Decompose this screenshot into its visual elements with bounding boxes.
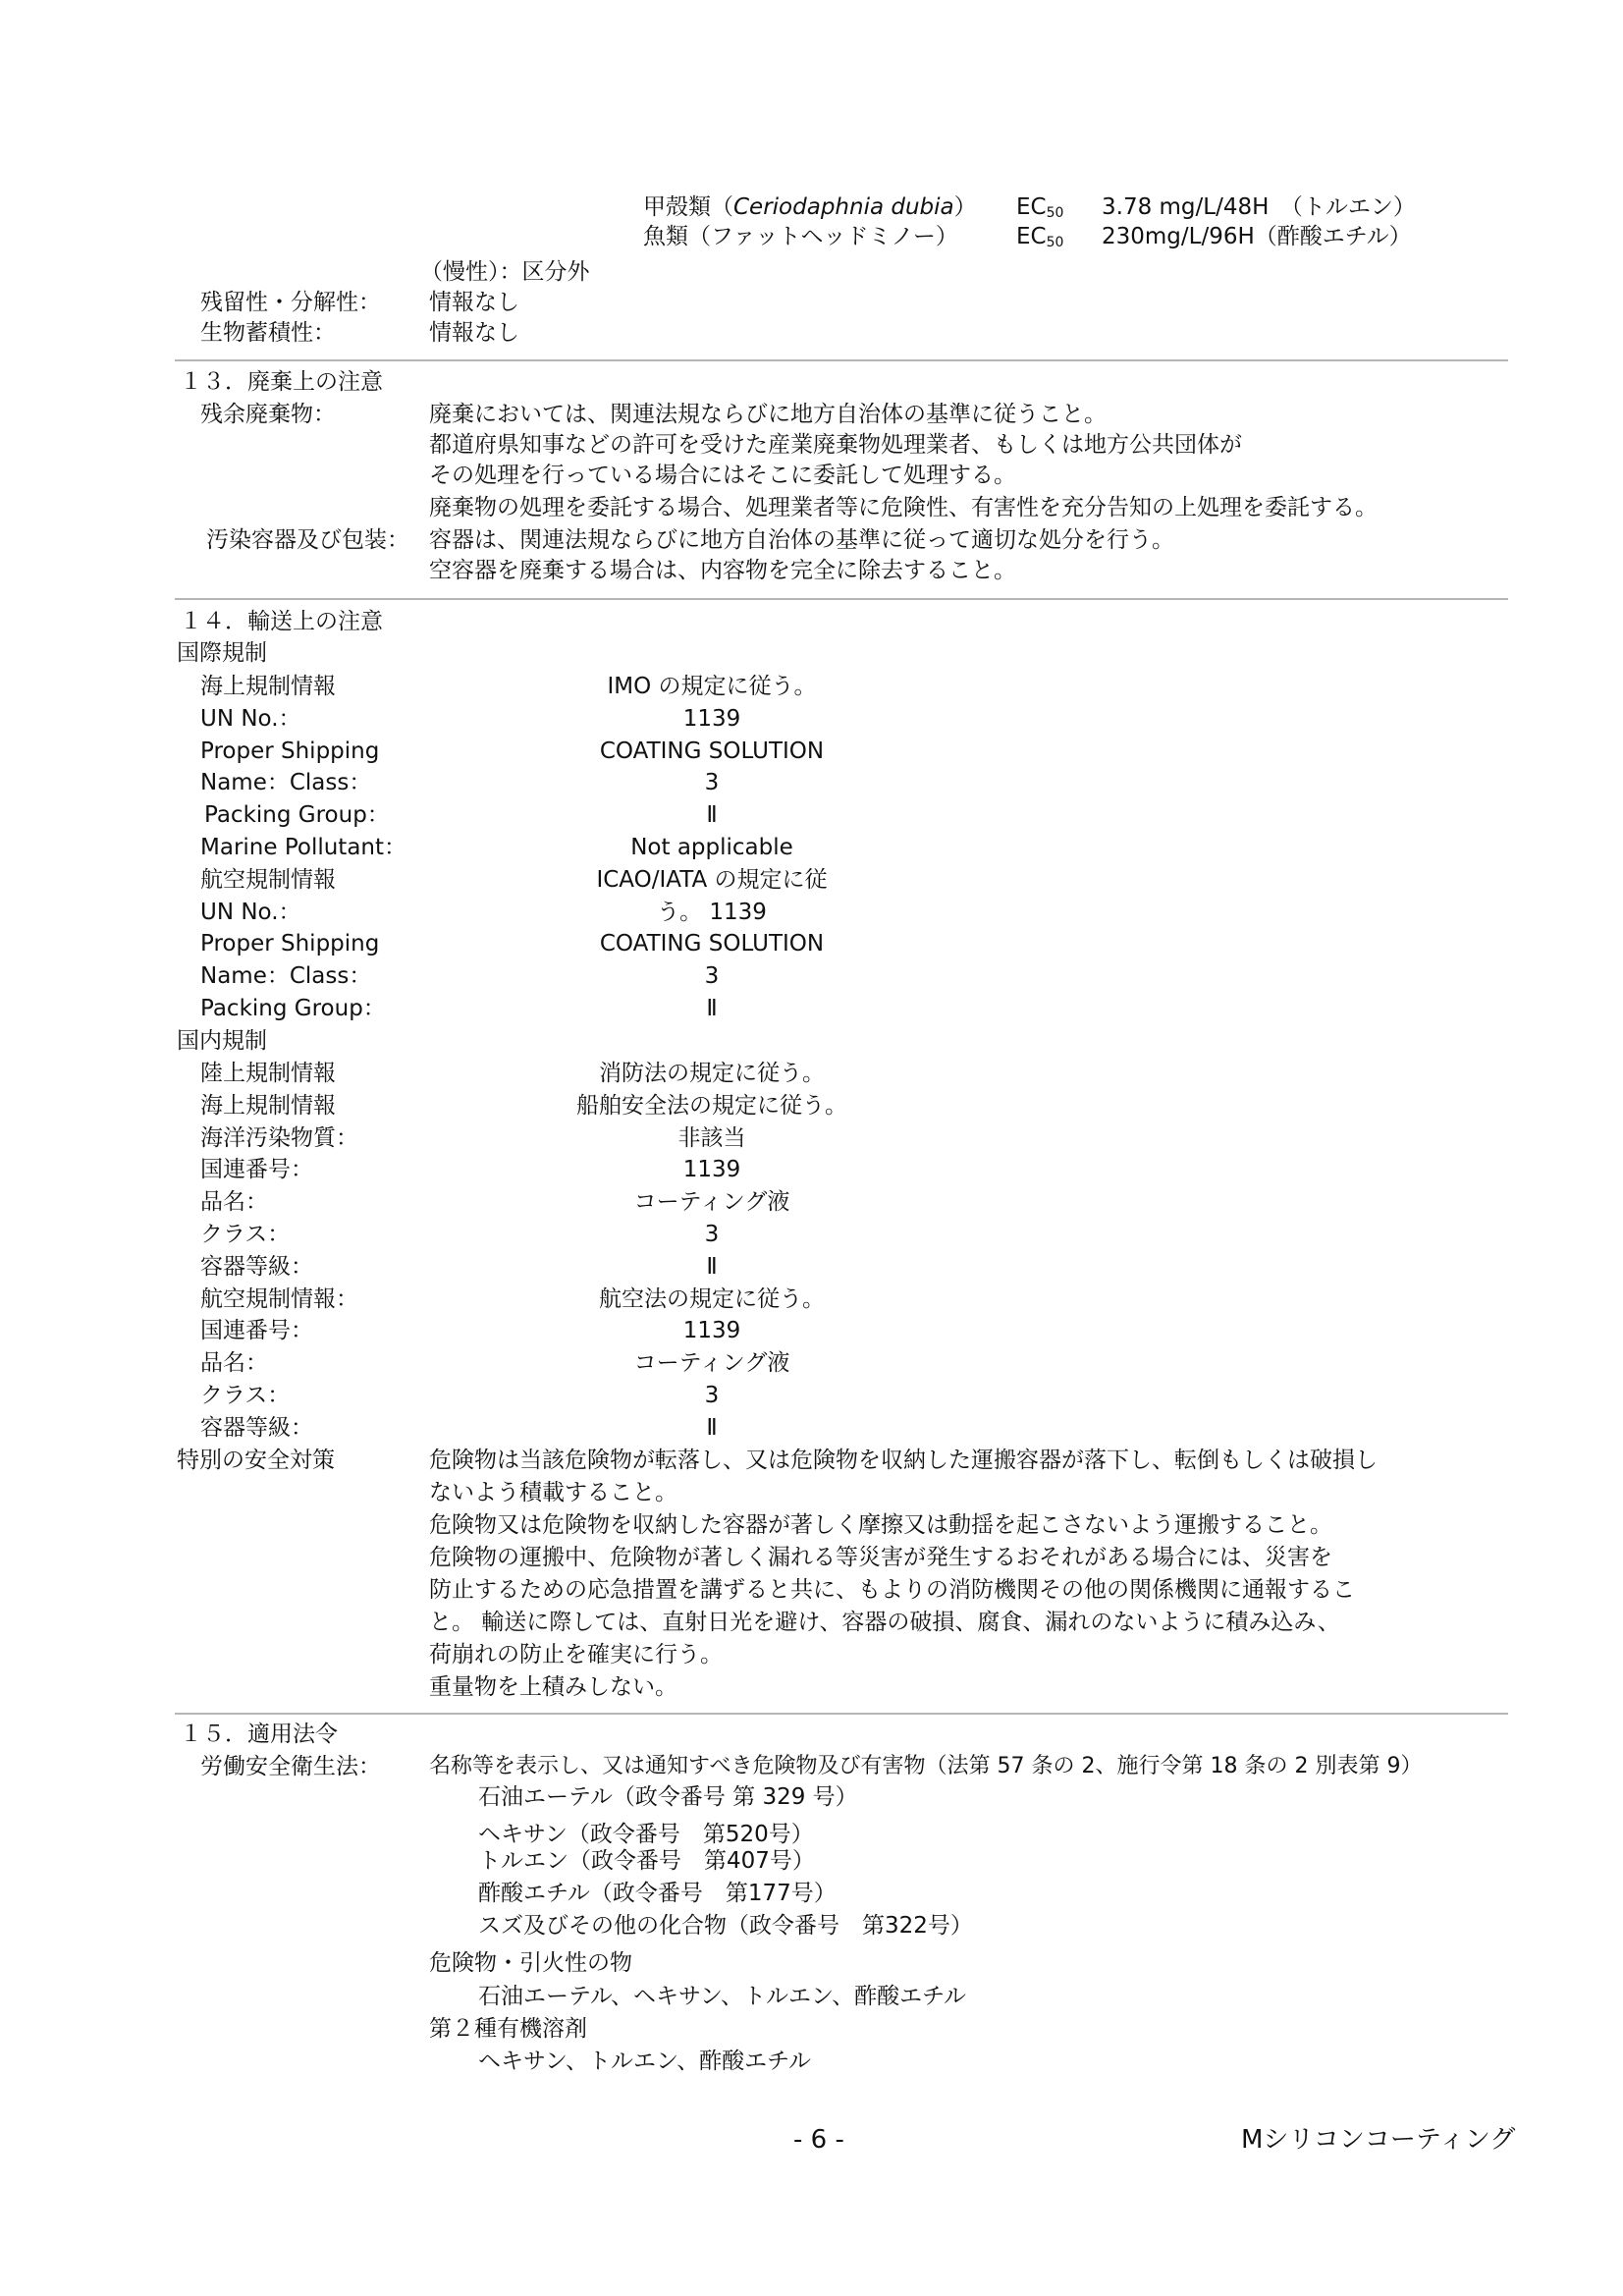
row-value: 非該当 [677, 1125, 746, 1151]
ishl-main: 名称等を表示し、又は通知すべき危険物及び有害物（法第 57 条の 2、施行令第 18 条の 2 別表第 9） [429, 1754, 1423, 1778]
row-value: コーティング液 [633, 1189, 790, 1215]
ecotox-value: 230mg/L/96H（酢酸エチル） [1102, 224, 1412, 249]
residual-line: 廃棄においては、関連法規ならびに地方自治体の基準に従うこと。 [429, 402, 1107, 427]
solvent-items: ヘキサン、トルエン、酢酸エチル [478, 2049, 812, 2074]
row-value: Ⅱ [706, 1415, 718, 1441]
row-value: 航空法の規定に従う。 [599, 1286, 825, 1312]
bioaccum-label: 生物蓄積性： [200, 320, 336, 346]
ishl-label: 労働安全衛生法： [200, 1754, 381, 1779]
row-value: 1139 [682, 1157, 741, 1182]
row-value: ICAO/IATA の規定に従 [596, 867, 828, 893]
persistence-label: 残留性・分解性： [200, 290, 381, 315]
special-line: ないよう積載すること。 [429, 1480, 677, 1505]
subheading-intl: 国際規制 [177, 640, 267, 666]
ec50-label: $EC_{50}$ [1016, 224, 1064, 250]
subheading-domestic: 国内規制 [177, 1028, 267, 1054]
row-label: UN No.： [200, 900, 301, 925]
ecotox-label: 甲殻類（ [643, 194, 733, 220]
container-line: 容器は、関連法規ならびに地方自治体の基準に従って適切な処分を行う。 [429, 527, 1174, 553]
special-line: 危険物の運搬中、危険物が著しく漏れる等災害が発生するおそれがある場合には、災害を [429, 1545, 1332, 1570]
row-label: Marine Pollutant： [200, 835, 407, 860]
container-label: 汚染容器及び包装： [206, 527, 409, 553]
special-line: 荷崩れの防止を確実に行う。 [429, 1642, 723, 1667]
ishl-item: 酢酸エチル（政令番号 第177号） [478, 1881, 837, 1906]
row-label: Packing Group： [200, 996, 386, 1021]
section-heading: １４．輸送上の注意 [180, 609, 383, 634]
row-label: Packing Group： [204, 802, 390, 828]
section-divider [175, 1713, 1508, 1715]
species-name: Ceriodaphnia dubia [733, 194, 954, 220]
ecotox-label-close: ） [953, 194, 977, 220]
row-value: う。 1139 [657, 900, 767, 925]
ishl-item: スズ及びその他の化合物（政令番号 第322号） [478, 1913, 973, 1939]
row-value: 1139 [682, 706, 741, 732]
row-label: Proper Shipping [200, 738, 380, 764]
row-value: 消防法の規定に従う。 [599, 1061, 825, 1086]
row-label: 海上規制情報 [200, 674, 336, 699]
row-value: Ⅱ [706, 996, 718, 1021]
row-label: 容器等級： [200, 1415, 313, 1441]
chronic-text: （慢性）：区分外 [420, 259, 590, 285]
special-line: 危険物又は危険物を収納した容器が著しく摩擦又は動揺を起こさないよう運搬すること。 [429, 1512, 1332, 1538]
row-label: 陸上規制情報 [200, 1061, 336, 1086]
special-line: 危険物は当該危険物が転落し、又は危険物を収納した運搬容器が落下し、転倒もしくは破損し [429, 1448, 1378, 1473]
bioaccum-value: 情報なし [429, 320, 519, 346]
row-label: 品名： [200, 1189, 268, 1215]
section-divider [175, 359, 1508, 361]
ishl-item: ヘキサン（政令番号 第520号） [478, 1822, 814, 1847]
section-heading: １３．廃棄上の注意 [180, 369, 383, 395]
row-value: 3 [704, 1222, 720, 1247]
row-label: Name：Class： [200, 963, 372, 989]
ecotox-row-fish: 魚類（ファットヘッドミノー） [643, 224, 958, 249]
special-line: 重量物を上積みしない。 [429, 1674, 677, 1700]
row-label: 容器等級： [200, 1254, 313, 1280]
section-heading: １５．適用法令 [180, 1722, 338, 1747]
residual-line: その処理を行っている場合にはそこに委託して処理する。 [429, 463, 1016, 488]
special-line: と。 輸送に際しては、直射日光を避け、容器の破損、腐食、漏れのないように積み込み、 [429, 1610, 1340, 1635]
row-value: 3 [704, 963, 720, 989]
row-value: IMO の規定に従う。 [607, 674, 817, 699]
row-label: 航空規制情報 [200, 867, 336, 893]
flammable-label: 危険物・引火性の物 [429, 1950, 632, 1976]
row-label: 国連番号： [200, 1318, 313, 1343]
row-value: Ⅱ [706, 802, 718, 828]
row-label: UN No.： [200, 706, 301, 732]
ishl-item: トルエン（政令番号 第407号） [478, 1848, 815, 1874]
row-label: 航空規制情報： [200, 1286, 358, 1312]
product-name: Mシリコンコーティング [1241, 2125, 1516, 2155]
row-value: 3 [704, 1383, 720, 1408]
ec50-label: $EC_{50}$ [1016, 194, 1064, 221]
container-line: 空容器を廃棄する場合は、内容物を完全に除去すること。 [429, 558, 1016, 583]
row-label: Name：Class： [200, 770, 372, 795]
persistence-value: 情報なし [429, 290, 519, 315]
section-divider [175, 598, 1508, 600]
row-value: COATING SOLUTION [599, 931, 825, 957]
row-label: 海上規制情報 [200, 1093, 336, 1119]
ecotox-row-crustacean [643, 192, 977, 222]
row-value: 1139 [682, 1318, 741, 1343]
ishl-item: 石油エーテル（政令番号 第 329 号） [478, 1784, 858, 1810]
row-value: COATING SOLUTION [599, 738, 825, 764]
residual-line: 廃棄物の処理を委託する場合、処理業者等に危険性、有害性を充分告知の上処理を委託する。 [429, 495, 1378, 520]
row-label: 海洋汚染物質： [200, 1125, 358, 1151]
row-value: Ⅱ [706, 1254, 718, 1280]
special-label: 特別の安全対策 [177, 1448, 335, 1473]
residual-line: 都道府県知事などの許可を受けた産業廃棄物処理業者、もしくは地方公共団体が [429, 432, 1242, 458]
ecotox-value: 3.78 mg/L/48H （トルエン） [1102, 194, 1416, 220]
solvent-label: 第２種有機溶剤 [429, 2016, 587, 2042]
row-label: 品名： [200, 1350, 268, 1376]
row-value: 船舶安全法の規定に従う。 [576, 1093, 847, 1119]
flammable-items: 石油エーテル、ヘキサン、トルエン、酢酸エチル [478, 1984, 967, 2009]
row-label: Proper Shipping [200, 931, 380, 957]
row-value: 3 [704, 770, 720, 795]
page-number: - 6 - [793, 2125, 844, 2155]
row-value: コーティング液 [633, 1350, 790, 1376]
residual-label: 残余廃棄物： [200, 402, 336, 427]
row-value: Not applicable [630, 835, 793, 860]
special-line: 防止するための応急措置を講ずると共に、もよりの消防機関その他の関係機関に通報するこ [429, 1577, 1355, 1603]
row-label: 国連番号： [200, 1157, 313, 1182]
row-label: クラス： [200, 1383, 291, 1408]
row-label: クラス： [200, 1222, 291, 1247]
